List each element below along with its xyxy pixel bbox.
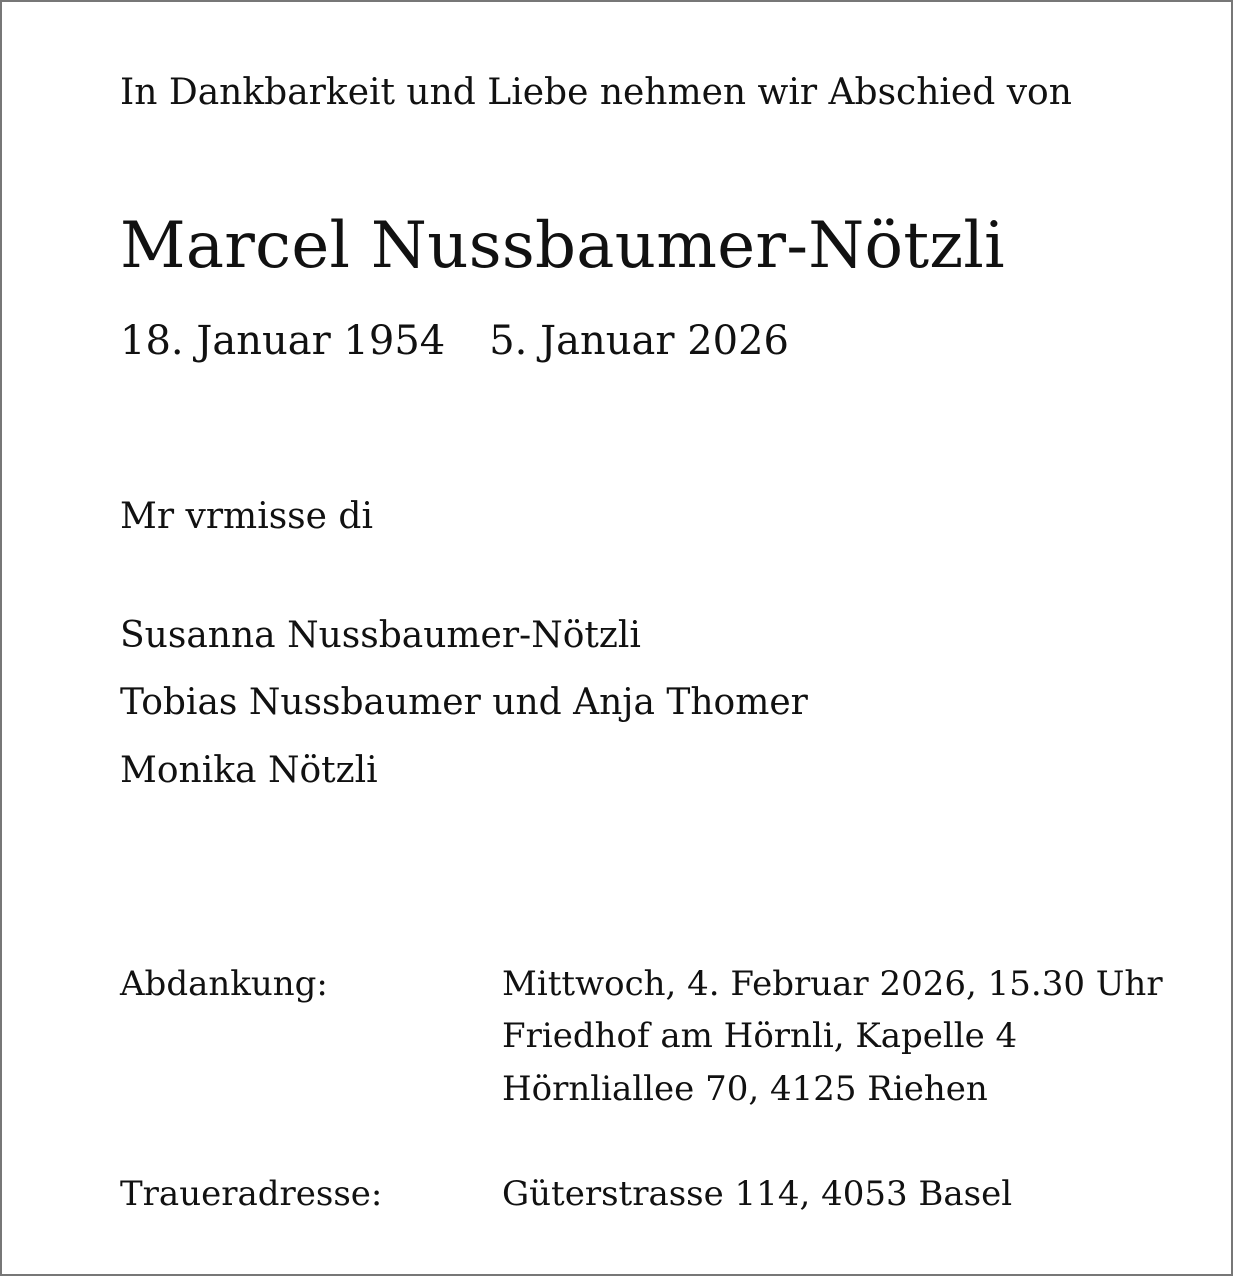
deceased-name: Marcel Nussbaumer-Nötzli <box>120 209 1005 283</box>
life-dates <box>120 318 789 364</box>
traueradresse-label: Traueradresse: <box>120 1174 383 1214</box>
abdankung-address: Hörnliallee 70, 4125 Riehen <box>502 1069 988 1109</box>
death-date: 5. Januar 2026 <box>489 318 789 364</box>
mourner-name: Monika Nötzli <box>120 750 378 791</box>
abdankung-label: Abdankung: <box>120 964 328 1004</box>
mourner-name: Tobias Nussbaumer und Anja Thomer <box>120 682 808 723</box>
dialect-line: Mr vrmisse di <box>120 496 373 537</box>
abdankung-location: Friedhof am Hörnli, Kapelle 4 <box>502 1016 1018 1056</box>
birth-date: 18. Januar 1954 <box>120 318 446 364</box>
abdankung-datetime: Mittwoch, 4. Februar 2026, 15.30 Uhr <box>502 964 1163 1004</box>
traueradresse-value: Güterstrasse 114, 4053 Basel <box>502 1174 1013 1214</box>
mourner-name: Susanna Nussbaumer-Nötzli <box>120 615 641 656</box>
intro-text: In Dankbarkeit und Liebe nehmen wir Abschied von <box>120 72 1072 113</box>
